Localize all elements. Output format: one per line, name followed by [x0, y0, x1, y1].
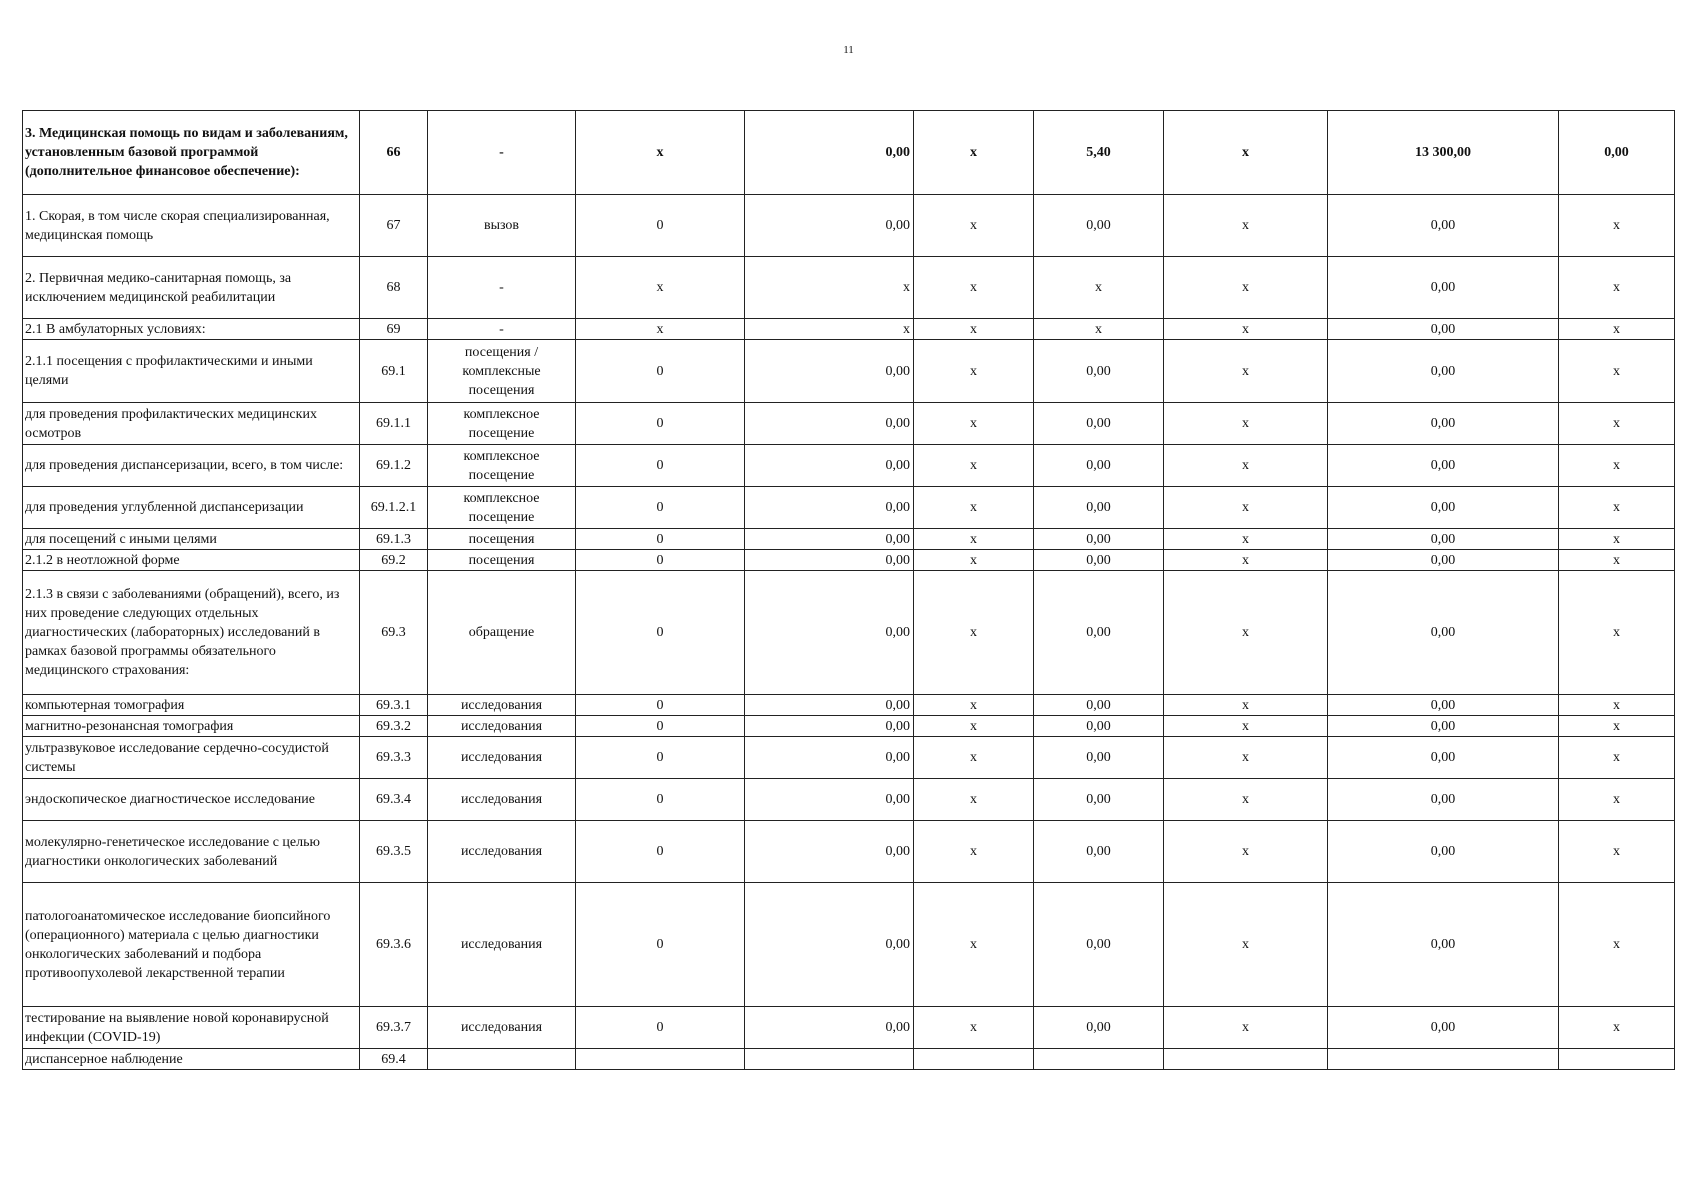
cell-col9: 0,00 — [1328, 319, 1559, 340]
cell-col4: 0 — [576, 571, 745, 695]
cell-col7: 0,00 — [1034, 716, 1164, 737]
table-row — [23, 716, 1675, 737]
row-code-cell: 67 — [360, 195, 428, 257]
row-code-cell: 66 — [360, 111, 428, 195]
table-row — [23, 529, 1675, 550]
row-unit-cell: обращение — [428, 571, 576, 695]
row-code-cell: 69.3.2 — [360, 716, 428, 737]
cell-col7: х — [1034, 319, 1164, 340]
cell-col9: 0,00 — [1328, 340, 1559, 403]
cell-col10: х — [1559, 779, 1675, 821]
row-unit-cell: вызов — [428, 195, 576, 257]
cell-col8 — [1164, 1049, 1328, 1070]
row-code-cell: 69.4 — [360, 1049, 428, 1070]
cell-col9: 0,00 — [1328, 529, 1559, 550]
cell-col6: х — [914, 883, 1034, 1007]
row-code-cell: 69.1.2.1 — [360, 487, 428, 529]
cell-col9: 0,00 — [1328, 1007, 1559, 1049]
table-row — [23, 821, 1675, 883]
row-unit-cell: комплексное посещение — [428, 487, 576, 529]
cell-col5: 0,00 — [745, 571, 914, 695]
cell-col5: 0,00 — [745, 529, 914, 550]
row-name-cell: эндоскопическое диагностическое исследование — [23, 779, 360, 821]
row-code-cell: 69.2 — [360, 550, 428, 571]
cell-col9: 0,00 — [1328, 257, 1559, 319]
cell-col8: х — [1164, 257, 1328, 319]
cell-col8: х — [1164, 111, 1328, 195]
cell-col6: х — [914, 319, 1034, 340]
cell-col10: х — [1559, 445, 1675, 487]
cell-col5: 0,00 — [745, 695, 914, 716]
cell-col9: 0,00 — [1328, 883, 1559, 1007]
row-name-cell: 2.1.3 в связи с заболеваниями (обращений), всего, из них проведение следующих отдельных диагностических (лабораторных) исследований в рамках базовой программы обязательного медицинского страхования: — [23, 571, 360, 695]
cell-col8: х — [1164, 195, 1328, 257]
cell-col7: 0,00 — [1034, 195, 1164, 257]
cell-col6: х — [914, 821, 1034, 883]
table-row — [23, 340, 1675, 403]
row-unit-cell: исследования — [428, 779, 576, 821]
row-unit-cell: исследования — [428, 821, 576, 883]
table-row — [23, 195, 1675, 257]
cell-col5: 0,00 — [745, 779, 914, 821]
cell-col9 — [1328, 1049, 1559, 1070]
cell-col5: 0,00 — [745, 716, 914, 737]
cell-col4: 0 — [576, 550, 745, 571]
cell-col6: х — [914, 111, 1034, 195]
cell-col9: 0,00 — [1328, 821, 1559, 883]
cell-col10: х — [1559, 737, 1675, 779]
row-unit-cell: исследования — [428, 883, 576, 1007]
cell-col4: 0 — [576, 445, 745, 487]
row-code-cell: 69.3 — [360, 571, 428, 695]
cell-col5: 0,00 — [745, 1007, 914, 1049]
cell-col8: х — [1164, 445, 1328, 487]
cell-col8: х — [1164, 319, 1328, 340]
cell-col5: 0,00 — [745, 403, 914, 445]
cell-col4: 0 — [576, 779, 745, 821]
cell-col6: х — [914, 445, 1034, 487]
cell-col7: 0,00 — [1034, 571, 1164, 695]
cell-col9: 0,00 — [1328, 403, 1559, 445]
cell-col6: х — [914, 1007, 1034, 1049]
row-name-cell: диспансерное наблюдение — [23, 1049, 360, 1070]
cell-col7: 0,00 — [1034, 779, 1164, 821]
row-unit-cell: - — [428, 257, 576, 319]
row-code-cell: 69.3.3 — [360, 737, 428, 779]
cell-col4: 0 — [576, 529, 745, 550]
cell-col7 — [1034, 1049, 1164, 1070]
cell-col4: 0 — [576, 487, 745, 529]
cell-col7: 0,00 — [1034, 821, 1164, 883]
cell-col5: 0,00 — [745, 445, 914, 487]
cell-col10: х — [1559, 716, 1675, 737]
cell-col4: 0 — [576, 195, 745, 257]
cell-col4: 0 — [576, 695, 745, 716]
cell-col10: х — [1559, 529, 1675, 550]
row-name-cell: 2. Первичная медико-санитарная помощь, за исключением медицинской реабилитации — [23, 257, 360, 319]
cell-col5: 0,00 — [745, 340, 914, 403]
cell-col8: х — [1164, 1007, 1328, 1049]
cell-col10: х — [1559, 695, 1675, 716]
cell-col10: х — [1559, 195, 1675, 257]
cell-col6: х — [914, 779, 1034, 821]
cell-col4 — [576, 1049, 745, 1070]
cell-col8: х — [1164, 737, 1328, 779]
table-row — [23, 111, 1675, 195]
cell-col4: 0 — [576, 737, 745, 779]
row-code-cell: 69.1.3 — [360, 529, 428, 550]
row-name-cell: ультразвуковое исследование сердечно-сосудистой системы — [23, 737, 360, 779]
cell-col6: х — [914, 695, 1034, 716]
cell-col8: х — [1164, 695, 1328, 716]
table-row — [23, 550, 1675, 571]
cell-col5: 0,00 — [745, 111, 914, 195]
table-row — [23, 445, 1675, 487]
row-name-cell: магнитно-резонансная томография — [23, 716, 360, 737]
cell-col4: 0 — [576, 340, 745, 403]
cell-col8: х — [1164, 340, 1328, 403]
table-row — [23, 695, 1675, 716]
row-name-cell: патологоанатомическое исследование биопсийного (операционного) материала с целью диагностики онкологических заболеваний и подбора противоопухолевой лекарственной терапии — [23, 883, 360, 1007]
cell-col4: 0 — [576, 716, 745, 737]
cell-col10: х — [1559, 550, 1675, 571]
row-code-cell: 69.1.1 — [360, 403, 428, 445]
cell-col7: 0,00 — [1034, 550, 1164, 571]
cell-col6: х — [914, 737, 1034, 779]
cell-col6: х — [914, 403, 1034, 445]
data-table — [22, 110, 1675, 1070]
row-unit-cell: комплексное посещение — [428, 403, 576, 445]
row-code-cell: 69.1 — [360, 340, 428, 403]
row-name-cell: тестирование на выявление новой коронавирусной инфекции (COVID-19) — [23, 1007, 360, 1049]
cell-col7: 0,00 — [1034, 695, 1164, 716]
cell-col10: х — [1559, 821, 1675, 883]
cell-col7: 0,00 — [1034, 487, 1164, 529]
row-code-cell: 69 — [360, 319, 428, 340]
row-name-cell: для посещений с иными целями — [23, 529, 360, 550]
row-unit-cell: посещения — [428, 550, 576, 571]
cell-col6 — [914, 1049, 1034, 1070]
cell-col9: 13 300,00 — [1328, 111, 1559, 195]
table-row — [23, 487, 1675, 529]
cell-col9: 0,00 — [1328, 487, 1559, 529]
table-row — [23, 403, 1675, 445]
cell-col10: х — [1559, 257, 1675, 319]
cell-col10: х — [1559, 403, 1675, 445]
row-unit-cell: исследования — [428, 716, 576, 737]
data-table-container — [22, 110, 1674, 1070]
cell-col8: х — [1164, 716, 1328, 737]
cell-col8: х — [1164, 487, 1328, 529]
cell-col6: х — [914, 550, 1034, 571]
row-unit-cell — [428, 1049, 576, 1070]
cell-col4: х — [576, 111, 745, 195]
cell-col10 — [1559, 1049, 1675, 1070]
cell-col8: х — [1164, 571, 1328, 695]
row-code-cell: 69.3.5 — [360, 821, 428, 883]
cell-col5 — [745, 1049, 914, 1070]
row-unit-cell: исследования — [428, 1007, 576, 1049]
cell-col7: 0,00 — [1034, 737, 1164, 779]
cell-col9: 0,00 — [1328, 737, 1559, 779]
row-unit-cell: комплексное посещение — [428, 445, 576, 487]
cell-col8: х — [1164, 550, 1328, 571]
cell-col4: 0 — [576, 821, 745, 883]
row-name-cell: 1. Скорая, в том числе скорая специализированная, медицинская помощь — [23, 195, 360, 257]
cell-col7: 0,00 — [1034, 340, 1164, 403]
cell-col8: х — [1164, 883, 1328, 1007]
cell-col8: х — [1164, 529, 1328, 550]
cell-col5: 0,00 — [745, 821, 914, 883]
cell-col10: х — [1559, 487, 1675, 529]
cell-col10: х — [1559, 319, 1675, 340]
cell-col7: х — [1034, 257, 1164, 319]
row-name-cell: компьютерная томография — [23, 695, 360, 716]
row-unit-cell: исследования — [428, 695, 576, 716]
cell-col7: 0,00 — [1034, 883, 1164, 1007]
cell-col6: х — [914, 571, 1034, 695]
row-code-cell: 69.3.7 — [360, 1007, 428, 1049]
table-body — [23, 111, 1675, 1070]
cell-col6: х — [914, 195, 1034, 257]
row-code-cell: 69.1.2 — [360, 445, 428, 487]
cell-col6: х — [914, 529, 1034, 550]
row-name-cell: для проведения углубленной диспансеризации — [23, 487, 360, 529]
table-row — [23, 883, 1675, 1007]
table-row — [23, 779, 1675, 821]
table-row — [23, 319, 1675, 340]
cell-col4: х — [576, 319, 745, 340]
row-name-cell: 2.1.1 посещения с профилактическими и иными целями — [23, 340, 360, 403]
cell-col4: 0 — [576, 403, 745, 445]
cell-col8: х — [1164, 403, 1328, 445]
row-unit-cell: - — [428, 111, 576, 195]
cell-col10: х — [1559, 883, 1675, 1007]
row-name-cell: для проведения диспансеризации, всего, в том числе: — [23, 445, 360, 487]
cell-col9: 0,00 — [1328, 571, 1559, 695]
table-row — [23, 737, 1675, 779]
cell-col9: 0,00 — [1328, 695, 1559, 716]
cell-col10: 0,00 — [1559, 111, 1675, 195]
table-row — [23, 1007, 1675, 1049]
cell-col4: 0 — [576, 883, 745, 1007]
cell-col10: х — [1559, 571, 1675, 695]
row-name-cell: 2.1 В амбулаторных условиях: — [23, 319, 360, 340]
cell-col5: х — [745, 319, 914, 340]
row-unit-cell: - — [428, 319, 576, 340]
cell-col9: 0,00 — [1328, 445, 1559, 487]
cell-col5: х — [745, 257, 914, 319]
cell-col7: 0,00 — [1034, 1007, 1164, 1049]
cell-col5: 0,00 — [745, 487, 914, 529]
cell-col9: 0,00 — [1328, 550, 1559, 571]
cell-col5: 0,00 — [745, 195, 914, 257]
cell-col5: 0,00 — [745, 550, 914, 571]
row-name-cell: молекулярно-генетическое исследование с целью диагностики онкологических заболеваний — [23, 821, 360, 883]
cell-col7: 0,00 — [1034, 529, 1164, 550]
cell-col4: х — [576, 257, 745, 319]
cell-col6: х — [914, 716, 1034, 737]
cell-col9: 0,00 — [1328, 195, 1559, 257]
cell-col10: х — [1559, 1007, 1675, 1049]
cell-col9: 0,00 — [1328, 716, 1559, 737]
row-name-cell: для проведения профилактических медицинских осмотров — [23, 403, 360, 445]
page-number: 11 — [843, 44, 854, 56]
row-code-cell: 69.3.6 — [360, 883, 428, 1007]
cell-col9: 0,00 — [1328, 779, 1559, 821]
row-unit-cell: посещения — [428, 529, 576, 550]
cell-col5: 0,00 — [745, 883, 914, 1007]
row-code-cell: 69.3.1 — [360, 695, 428, 716]
cell-col10: х — [1559, 340, 1675, 403]
cell-col8: х — [1164, 779, 1328, 821]
cell-col7: 0,00 — [1034, 445, 1164, 487]
cell-col4: 0 — [576, 1007, 745, 1049]
cell-col6: х — [914, 257, 1034, 319]
row-name-cell: 2.1.2 в неотложной форме — [23, 550, 360, 571]
row-code-cell: 69.3.4 — [360, 779, 428, 821]
table-row — [23, 1049, 1675, 1070]
cell-col5: 0,00 — [745, 737, 914, 779]
table-row — [23, 257, 1675, 319]
cell-col8: х — [1164, 821, 1328, 883]
row-unit-cell: посещения / комплексные посещения — [428, 340, 576, 403]
row-unit-cell: исследования — [428, 737, 576, 779]
cell-col6: х — [914, 340, 1034, 403]
table-row — [23, 571, 1675, 695]
cell-col7: 0,00 — [1034, 403, 1164, 445]
row-code-cell: 68 — [360, 257, 428, 319]
cell-col6: х — [914, 487, 1034, 529]
row-name-cell: 3. Медицинская помощь по видам и заболеваниям, установленным базовой программой (дополнительное финансовое обеспечение): — [23, 111, 360, 195]
cell-col7: 5,40 — [1034, 111, 1164, 195]
